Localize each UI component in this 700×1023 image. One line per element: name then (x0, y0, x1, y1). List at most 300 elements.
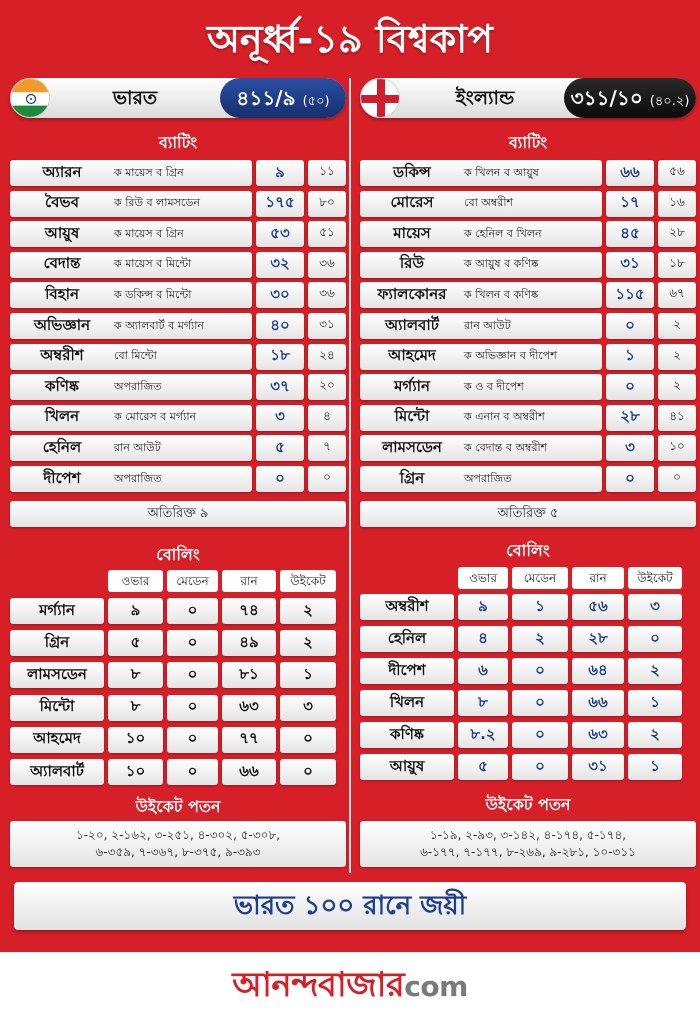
bowler-name: হেনিল (387, 628, 427, 647)
bowling-overs: ১০ (125, 761, 146, 780)
bowler-cell (360, 754, 454, 780)
bowling-maidens: ০ (187, 729, 198, 748)
dismissal: অপরাজিত (114, 379, 162, 393)
bowling-row (360, 658, 696, 686)
bowling-runs: ৬৬ (239, 761, 259, 780)
balls-cell: ২৪ (308, 344, 346, 370)
bowling-runs: ৬৩ (588, 724, 608, 743)
bowling-runs: ৬৪ (588, 660, 608, 679)
runs-cell: ৩০ (256, 282, 304, 308)
balls-cell: ৬৭ (658, 282, 696, 308)
batter-name: আহমেদ (388, 346, 436, 365)
bowler-cell (10, 630, 104, 656)
bowler-name: দীপেশ (388, 660, 426, 679)
runs-cell: ৩ (256, 405, 304, 431)
bowler-cell (360, 594, 454, 620)
bowling-runs-cell (222, 662, 276, 688)
bowling-maidens-cell (167, 598, 218, 624)
batter-name: হেনিল (42, 437, 82, 456)
runs-cell: ১ (606, 344, 654, 370)
bowler-name: আয়ুষ (389, 756, 425, 775)
batting-row (360, 282, 696, 308)
bowler-cell (10, 759, 104, 785)
batting-row (10, 374, 346, 400)
bowling-row (360, 626, 696, 654)
bowling-runs: ৫৬ (588, 596, 608, 615)
batter-name: মোরেস (390, 193, 434, 212)
runs-cell: ১৮ (256, 344, 304, 370)
bowling-maidens-cell (167, 695, 218, 721)
bowling-maidens: ২ (535, 628, 545, 647)
balls-cell: ১০ (658, 435, 696, 461)
bowling-header: রান (572, 567, 624, 589)
dismissal: রান আউট (114, 440, 161, 454)
batter-name: বিহান (45, 284, 79, 303)
batter-name: মায়েস (393, 223, 431, 242)
balls-cell: ০ (308, 466, 346, 492)
bowling-header: ওভার (458, 567, 508, 589)
bowler-name: অম্বরীশ (385, 596, 429, 615)
logo-suffix: com (404, 970, 468, 1003)
balls-cell: ৫৬ (658, 160, 696, 186)
balls-cell: ২৮ (658, 221, 696, 247)
team-score (220, 78, 346, 118)
batting-row (10, 435, 346, 461)
batting-label: ব্যাটিং (158, 133, 198, 152)
runs-cell: ০ (606, 374, 654, 400)
bowling-row (360, 594, 696, 622)
batter-name: গ্রিন (399, 468, 425, 487)
runs-cell: ১১৫ (606, 282, 654, 308)
dismissal: ক ও ব দীপেশ (464, 379, 524, 393)
batter-cell (360, 466, 602, 492)
bowling-header: ওভার (108, 570, 163, 592)
runs-cell: ১৭৫ (256, 191, 304, 217)
batting-row (10, 405, 346, 431)
runs-cell: ০ (256, 466, 304, 492)
batting-row (10, 160, 346, 186)
batter-cell (10, 466, 252, 492)
bowling-runs: ৭৭ (239, 729, 259, 748)
bowling-wickets: ২ (650, 660, 660, 679)
bowling-overs-cell (108, 727, 163, 753)
batting-row (360, 344, 696, 370)
india-flag-icon (10, 78, 50, 118)
balls-cell: ১১ (308, 160, 346, 186)
batting-row (360, 405, 696, 431)
batting-row (360, 191, 696, 217)
fow-line-2: ৬-৩৫৯, ৭-৩৬৭, ৮-৩৭৫, ৯-৩৯৩ (95, 845, 261, 859)
bowler-name: মর্গ্যান (39, 600, 75, 619)
balls-cell: ৩৬ (308, 252, 346, 278)
bowling-maidens-cell (512, 754, 568, 780)
bowling-wickets: ০ (650, 628, 660, 647)
score-overs: (৪০.২) (649, 94, 690, 109)
bowling-overs: ৯ (478, 596, 488, 615)
fow-line-1: ১-১৯, ২-৯৩, ৩-১৪২, ৪-১৭৪, ৫-১৭৪, (429, 828, 627, 842)
runs-cell: ২৮ (606, 405, 654, 431)
batter-cell (10, 221, 252, 247)
bowling-maidens: ০ (187, 600, 198, 619)
bowling-maidens: ০ (187, 761, 198, 780)
bowling-wickets: ১ (650, 692, 660, 711)
bowling-row (360, 690, 696, 718)
bowling-wickets-cell (280, 727, 336, 753)
bowling-wickets: ২ (303, 632, 313, 651)
bowler-name: খিলন (389, 692, 425, 711)
batting-row (10, 191, 346, 217)
bowling-header: উইকেট (628, 567, 682, 589)
dismissal: ক এনান ব অম্বরীশ (464, 410, 545, 424)
bowling-maidens: ০ (535, 756, 545, 775)
dismissal: ক মায়েস ব মিন্টো (114, 257, 192, 271)
dismissal: ক মায়েস ব গ্রিন (114, 165, 184, 179)
bowling-runs: ৪৯ (239, 632, 259, 651)
batter-name: বেদান্ত (43, 254, 81, 273)
bowling-wickets: ০ (303, 729, 313, 748)
bowling-wickets-cell (280, 662, 336, 688)
bowling-wickets: ১ (303, 664, 313, 683)
runs-cell: ০ (606, 313, 654, 339)
batter-name: অভিজ্ঞান (33, 315, 91, 334)
runs-cell: ৪০ (256, 313, 304, 339)
dismissal: ক মায়েস ব গ্রিন (114, 226, 184, 240)
batter-cell (10, 282, 252, 308)
dismissal: ক আয়ুষ ব কণিষ্ক (464, 257, 539, 271)
bowling-maidens-cell (167, 662, 218, 688)
dismissal: ক খিলন ব কণিষ্ক (464, 287, 539, 301)
batter-name: বৈভব (45, 193, 79, 212)
balls-cell: ২০ (308, 374, 346, 400)
bowling-wickets-cell (280, 695, 336, 721)
extras: অতিরিক্ত ৫ (360, 501, 696, 527)
bowling-runs-cell (572, 754, 624, 780)
bowling-overs: ৫ (130, 632, 141, 651)
bowling-runs: ৭৪ (239, 600, 259, 619)
bowling-runs-cell (222, 695, 276, 721)
score-overs: (৫০) (302, 94, 330, 109)
bowler-cell (360, 690, 454, 716)
bowling-runs-cell (572, 658, 624, 684)
balls-cell: ০ (658, 466, 696, 492)
extras: অতিরিক্ত ৯ (10, 501, 346, 527)
column-divider (349, 78, 351, 873)
bowling-overs: ৮ (130, 664, 141, 683)
batter-cell (10, 435, 252, 461)
runs-cell: ৬৬ (606, 160, 654, 186)
bowling-row (10, 598, 346, 626)
fall-of-wickets-label: উইকেট পতন (135, 797, 221, 816)
runs-cell: ৩১ (606, 252, 654, 278)
bowling-header: মেডেন (167, 570, 218, 592)
bowling-overs: ৬ (478, 660, 488, 679)
batting-label: ব্যাটিং (508, 133, 548, 152)
bowler-cell (10, 727, 104, 753)
bowling-row (360, 722, 696, 750)
bowling-maidens-cell (512, 658, 568, 684)
batting-row (10, 466, 346, 492)
match-result: ভারত ১০০ রানে জয়ী (14, 882, 686, 930)
bowling-wickets: ৩ (650, 596, 660, 615)
england-flag-icon (360, 78, 400, 118)
fall-of-wickets-label: উইকেট পতন (485, 795, 571, 814)
bowling-overs: ৮ (130, 697, 141, 716)
dismissal: অপরাজিত (114, 471, 162, 485)
bowler-name: গ্রিন (44, 632, 70, 651)
bowling-row (10, 630, 346, 658)
bowler-name: মিন্টো (39, 697, 75, 716)
batter-cell (360, 252, 602, 278)
batter-cell (10, 191, 252, 217)
batter-cell (360, 313, 602, 339)
footer (0, 952, 700, 1023)
balls-cell: ৩৬ (308, 282, 346, 308)
bowling-maidens-cell (512, 594, 568, 620)
bowling-runs-cell (222, 759, 276, 785)
fall-of-wickets (10, 821, 346, 867)
bowler-name: লামসডেন (27, 664, 87, 683)
balls-cell: ২ (658, 374, 696, 400)
batter-cell (10, 252, 252, 278)
bowling-runs-cell (222, 630, 276, 656)
bowling-wickets-cell (628, 754, 682, 780)
batter-name: লামসডেন (382, 437, 442, 456)
bowling-wickets: ১ (650, 756, 660, 775)
bowling-overs: ৮ (478, 692, 488, 711)
bowler-name: আহমেদ (33, 729, 81, 748)
dismissal: ক মোরেস ব মর্গ্যান (114, 410, 197, 424)
bowling-row (10, 759, 346, 787)
bowling-overs: ৫ (478, 756, 488, 775)
batting-row (10, 282, 346, 308)
bowling-row (10, 727, 346, 755)
bowling-maidens: ০ (535, 724, 545, 743)
bowling-header: উইকেট (280, 570, 336, 592)
bowling-header: মেডেন (512, 567, 568, 589)
bowling-maidens: ০ (187, 697, 198, 716)
bowling-overs: ৪ (478, 628, 488, 647)
bowler-name: অ্যালবার্ট (30, 761, 84, 780)
dismissal: ক ডকিন্স ব মিন্টো (114, 287, 192, 301)
balls-cell: ১৮ (658, 252, 696, 278)
bowling-overs-cell (458, 754, 508, 780)
team-score (564, 78, 696, 118)
anandabazar-logo[interactable] (232, 959, 468, 1016)
balls-cell: ৪১ (658, 405, 696, 431)
bowling-overs-cell (458, 722, 508, 748)
bowling-maidens-cell (167, 759, 218, 785)
balls-cell: ৩১ (308, 313, 346, 339)
england-team-bar (360, 78, 696, 118)
bowling-runs: ৮১ (239, 664, 259, 683)
batting-row (10, 344, 346, 370)
batter-name: রিউ (399, 254, 425, 273)
balls-cell: ৫১ (308, 221, 346, 247)
bowling-maidens: ০ (535, 660, 545, 679)
bowling-maidens-cell (167, 727, 218, 753)
runs-cell: ০ (606, 466, 654, 492)
score-value: ৩১১/১০ (570, 86, 643, 110)
bowling-overs-cell (108, 662, 163, 688)
batter-name: মর্গ্যান (394, 376, 430, 395)
balls-cell: ৭ (308, 435, 346, 461)
runs-cell: ৫ (256, 435, 304, 461)
batter-name: অম্বরীশ (40, 346, 84, 365)
batter-name: দীপেশ (43, 468, 81, 487)
bowling-wickets-cell (628, 594, 682, 620)
bowling-maidens-cell (512, 690, 568, 716)
bowling-overs-cell (458, 626, 508, 652)
batter-cell (360, 435, 602, 461)
dismissal: বো মিন্টো (114, 349, 157, 363)
batter-name: কণিষ্ক (45, 376, 79, 395)
batting-row (360, 252, 696, 278)
batter-name: আয়ুষ (44, 223, 80, 242)
bowling-runs-cell (572, 722, 624, 748)
bowling-wickets-cell (628, 658, 682, 684)
bowling-row (360, 754, 696, 782)
batting-row (360, 221, 696, 247)
batter-cell (360, 191, 602, 217)
batter-name: ফ্যালকোনর (377, 284, 447, 303)
bowling-wickets-cell (628, 690, 682, 716)
bowling-overs-cell (458, 594, 508, 620)
bowler-cell (10, 695, 104, 721)
bowler-cell (360, 658, 454, 684)
bowling-header: রান (222, 570, 276, 592)
bowling-maidens: ০ (535, 692, 545, 711)
dismissal: ক অভিজ্ঞান ব দীপেশ (464, 349, 557, 363)
batting-row (360, 374, 696, 400)
batter-cell (360, 160, 602, 186)
bowling-wickets-cell (280, 759, 336, 785)
batter-cell (10, 344, 252, 370)
bowling-maidens: ০ (187, 632, 198, 651)
bowling-runs-cell (572, 626, 624, 652)
batting-row (360, 313, 696, 339)
batter-cell (360, 405, 602, 431)
dismissal: ক হেনিল ব খিলন (464, 226, 542, 240)
batter-cell (360, 374, 602, 400)
runs-cell: ১৭ (606, 191, 654, 217)
bowling-maidens-cell (512, 722, 568, 748)
bowler-cell (10, 662, 104, 688)
runs-cell: ৪৫ (606, 221, 654, 247)
india-team-bar (10, 78, 346, 118)
batting-row (360, 160, 696, 186)
batter-cell (360, 282, 602, 308)
fow-line-1: ১-২০, ২-১৬২, ৩-২৫১, ৪-৩০২, ৫-৩০৮, (75, 828, 281, 842)
bowling-wickets: ০ (303, 761, 313, 780)
batter-cell (360, 344, 602, 370)
bowling-label: বোলিং (506, 541, 550, 560)
logo-name: আনন্দবাজার (232, 965, 405, 1005)
score-value: ৪১১/৯ (236, 86, 296, 110)
team-name: ইংল্যান্ড (455, 87, 515, 109)
runs-cell: ৫৩ (256, 221, 304, 247)
batting-row (10, 221, 346, 247)
bowling-runs-cell (572, 594, 624, 620)
balls-cell: ১৬ (658, 191, 696, 217)
batter-cell (10, 160, 252, 186)
bowling-maidens: ০ (187, 664, 198, 683)
runs-cell: ৩২ (256, 252, 304, 278)
batting-row (360, 466, 696, 492)
balls-cell: ২ (658, 313, 696, 339)
dismissal: রান আউট (464, 318, 511, 332)
bowling-overs: ৮.২ (470, 724, 496, 743)
page-title: অনূর্ধ্ব-১৯ বিশ্বকাপ (206, 17, 493, 61)
bowling-label: বোলিং (156, 545, 200, 564)
bowling-runs-cell (222, 598, 276, 624)
fall-of-wickets (360, 821, 696, 867)
bowling-runs: ৬৩ (239, 697, 259, 716)
bowling-wickets: ৩ (303, 697, 313, 716)
bowling-overs: ১০ (125, 729, 146, 748)
batter-name: অ্যালবার্ট (385, 315, 439, 334)
bowling-runs: ৬৬ (588, 692, 608, 711)
bowling-row (10, 662, 346, 690)
batter-name: মিন্টো (394, 407, 430, 426)
bowling-overs-cell (108, 695, 163, 721)
bowling-runs: ৩১ (588, 756, 608, 775)
balls-cell: ৮০ (308, 191, 346, 217)
batter-name: ডকিন্স (393, 162, 431, 181)
bowling-overs-cell (108, 759, 163, 785)
bowling-wickets-cell (628, 626, 682, 652)
batting-row (360, 435, 696, 461)
runs-cell: ৩৭ (256, 374, 304, 400)
bowling-runs-cell (572, 690, 624, 716)
batting-row (10, 313, 346, 339)
bowling-maidens-cell (167, 630, 218, 656)
bowling-maidens: ১ (535, 596, 545, 615)
batter-cell (10, 313, 252, 339)
bowling-runs: ২৮ (588, 628, 608, 647)
batting-row (10, 252, 346, 278)
batter-cell (10, 405, 252, 431)
bowling-overs: ৯ (130, 600, 141, 619)
bowling-wickets-cell (280, 598, 336, 624)
dismissal: ক খিলন ব আয়ুষ (464, 165, 539, 179)
balls-cell: ২ (658, 344, 696, 370)
bowling-row (10, 695, 346, 723)
bowling-overs-cell (458, 690, 508, 716)
dismissal: ক রিউ ব লামসডেন (114, 196, 200, 210)
bowling-runs-cell (222, 727, 276, 753)
bowling-wickets: ২ (650, 724, 660, 743)
runs-cell: ৯ (256, 160, 304, 186)
bowling-overs-cell (458, 658, 508, 684)
team-name: ভারত (112, 87, 158, 109)
batter-cell (10, 374, 252, 400)
bowling-wickets-cell (628, 722, 682, 748)
bowling-maidens-cell (512, 626, 568, 652)
bowler-name: কণিষ্ক (390, 724, 424, 743)
bowling-wickets: ২ (303, 600, 313, 619)
balls-cell: ৪ (308, 405, 346, 431)
dismissal: অপরাজিত (464, 471, 512, 485)
bowler-cell (360, 722, 454, 748)
dismissal: বো অম্বরীশ (464, 196, 513, 210)
dismissal: ক অ্যালবার্ট ব মর্গ্যান (114, 318, 204, 332)
batter-cell (360, 221, 602, 247)
dismissal: ক বেদান্ত ব অম্বরীশ (464, 440, 548, 454)
bowler-cell (10, 598, 104, 624)
bowling-wickets-cell (280, 630, 336, 656)
bowling-overs-cell (108, 630, 163, 656)
bowler-cell (360, 626, 454, 652)
